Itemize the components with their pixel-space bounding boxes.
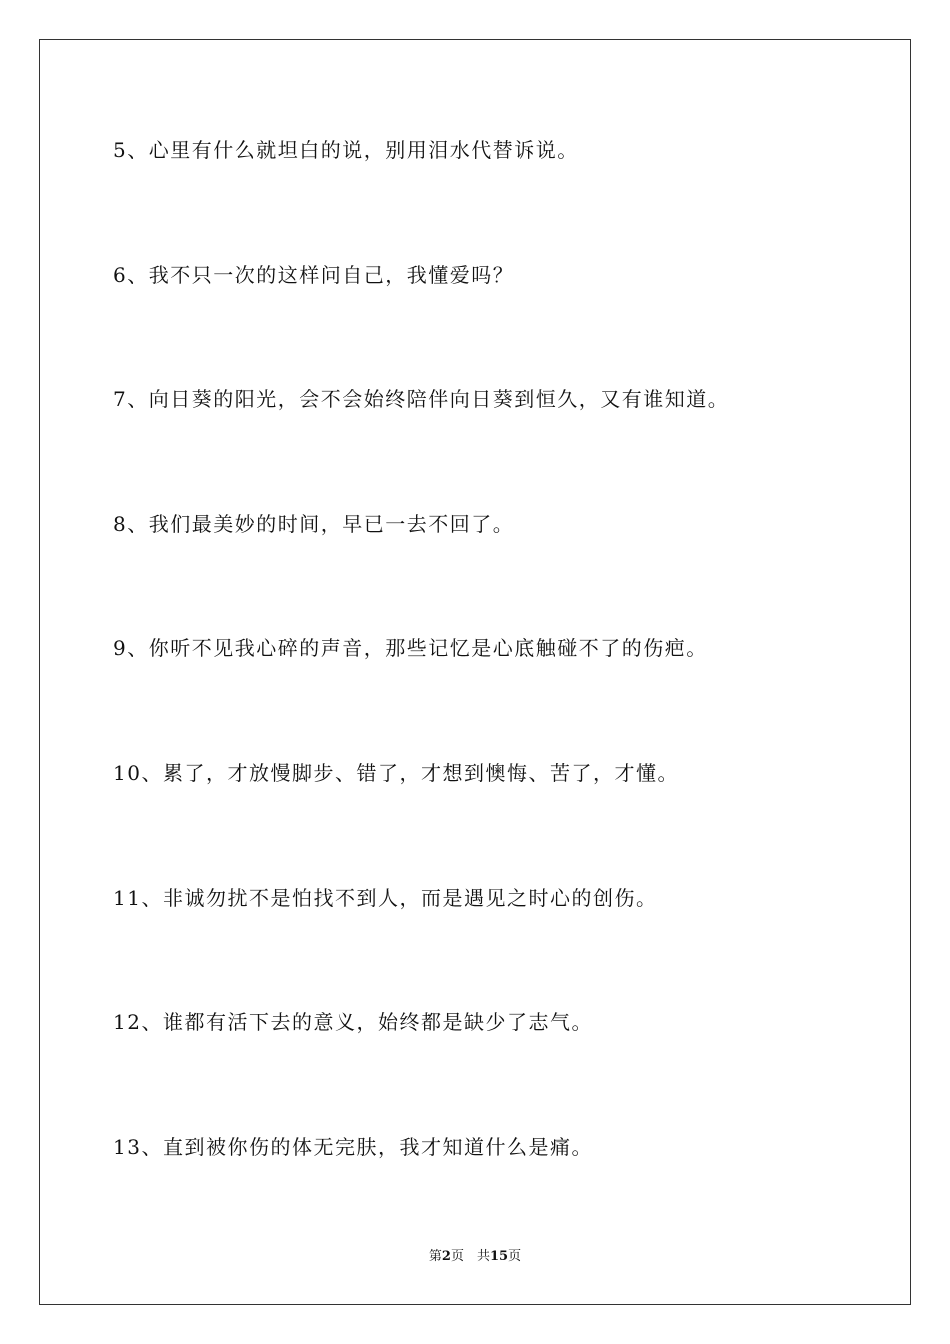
footer-prefix: 第 — [428, 1249, 442, 1264]
text-line-7: 7、向日葵的阳光，会不会始终陪伴向日葵到恒久，又有谁知道。 — [113, 387, 730, 411]
footer-mid: 页 共 — [450, 1249, 490, 1264]
text-line-13: 13、直到被你伤的体无完肤，我才知道什么是痛。 — [113, 1135, 593, 1159]
text-line-11: 11、非诚勿扰不是怕找不到人，而是遇见之时心的创伤。 — [113, 886, 658, 910]
text-line-5: 5、心里有什么就坦白的说，别用泪水代替诉说。 — [113, 138, 579, 162]
page-frame — [39, 39, 911, 1305]
footer-page-total: 15 — [489, 1249, 509, 1264]
text-line-8: 8、我们最美妙的时间，早已一去不回了。 — [113, 512, 515, 536]
text-line-10: 10、累了，才放慢脚步、错了，才想到懊悔、苦了，才懂。 — [113, 761, 679, 785]
text-line-6: 6、我不只一次的这样问自己，我懂爱吗？ — [113, 263, 515, 287]
text-line-9: 9、你听不见我心碎的声音，那些记忆是心底触碰不了的伤疤。 — [113, 636, 708, 660]
page-footer — [0, 1248, 950, 1266]
footer-suffix: 页 — [508, 1249, 522, 1264]
text-line-12: 12、谁都有活下去的意义，始终都是缺少了志气。 — [113, 1010, 593, 1034]
footer-page-current: 2 — [441, 1249, 451, 1264]
